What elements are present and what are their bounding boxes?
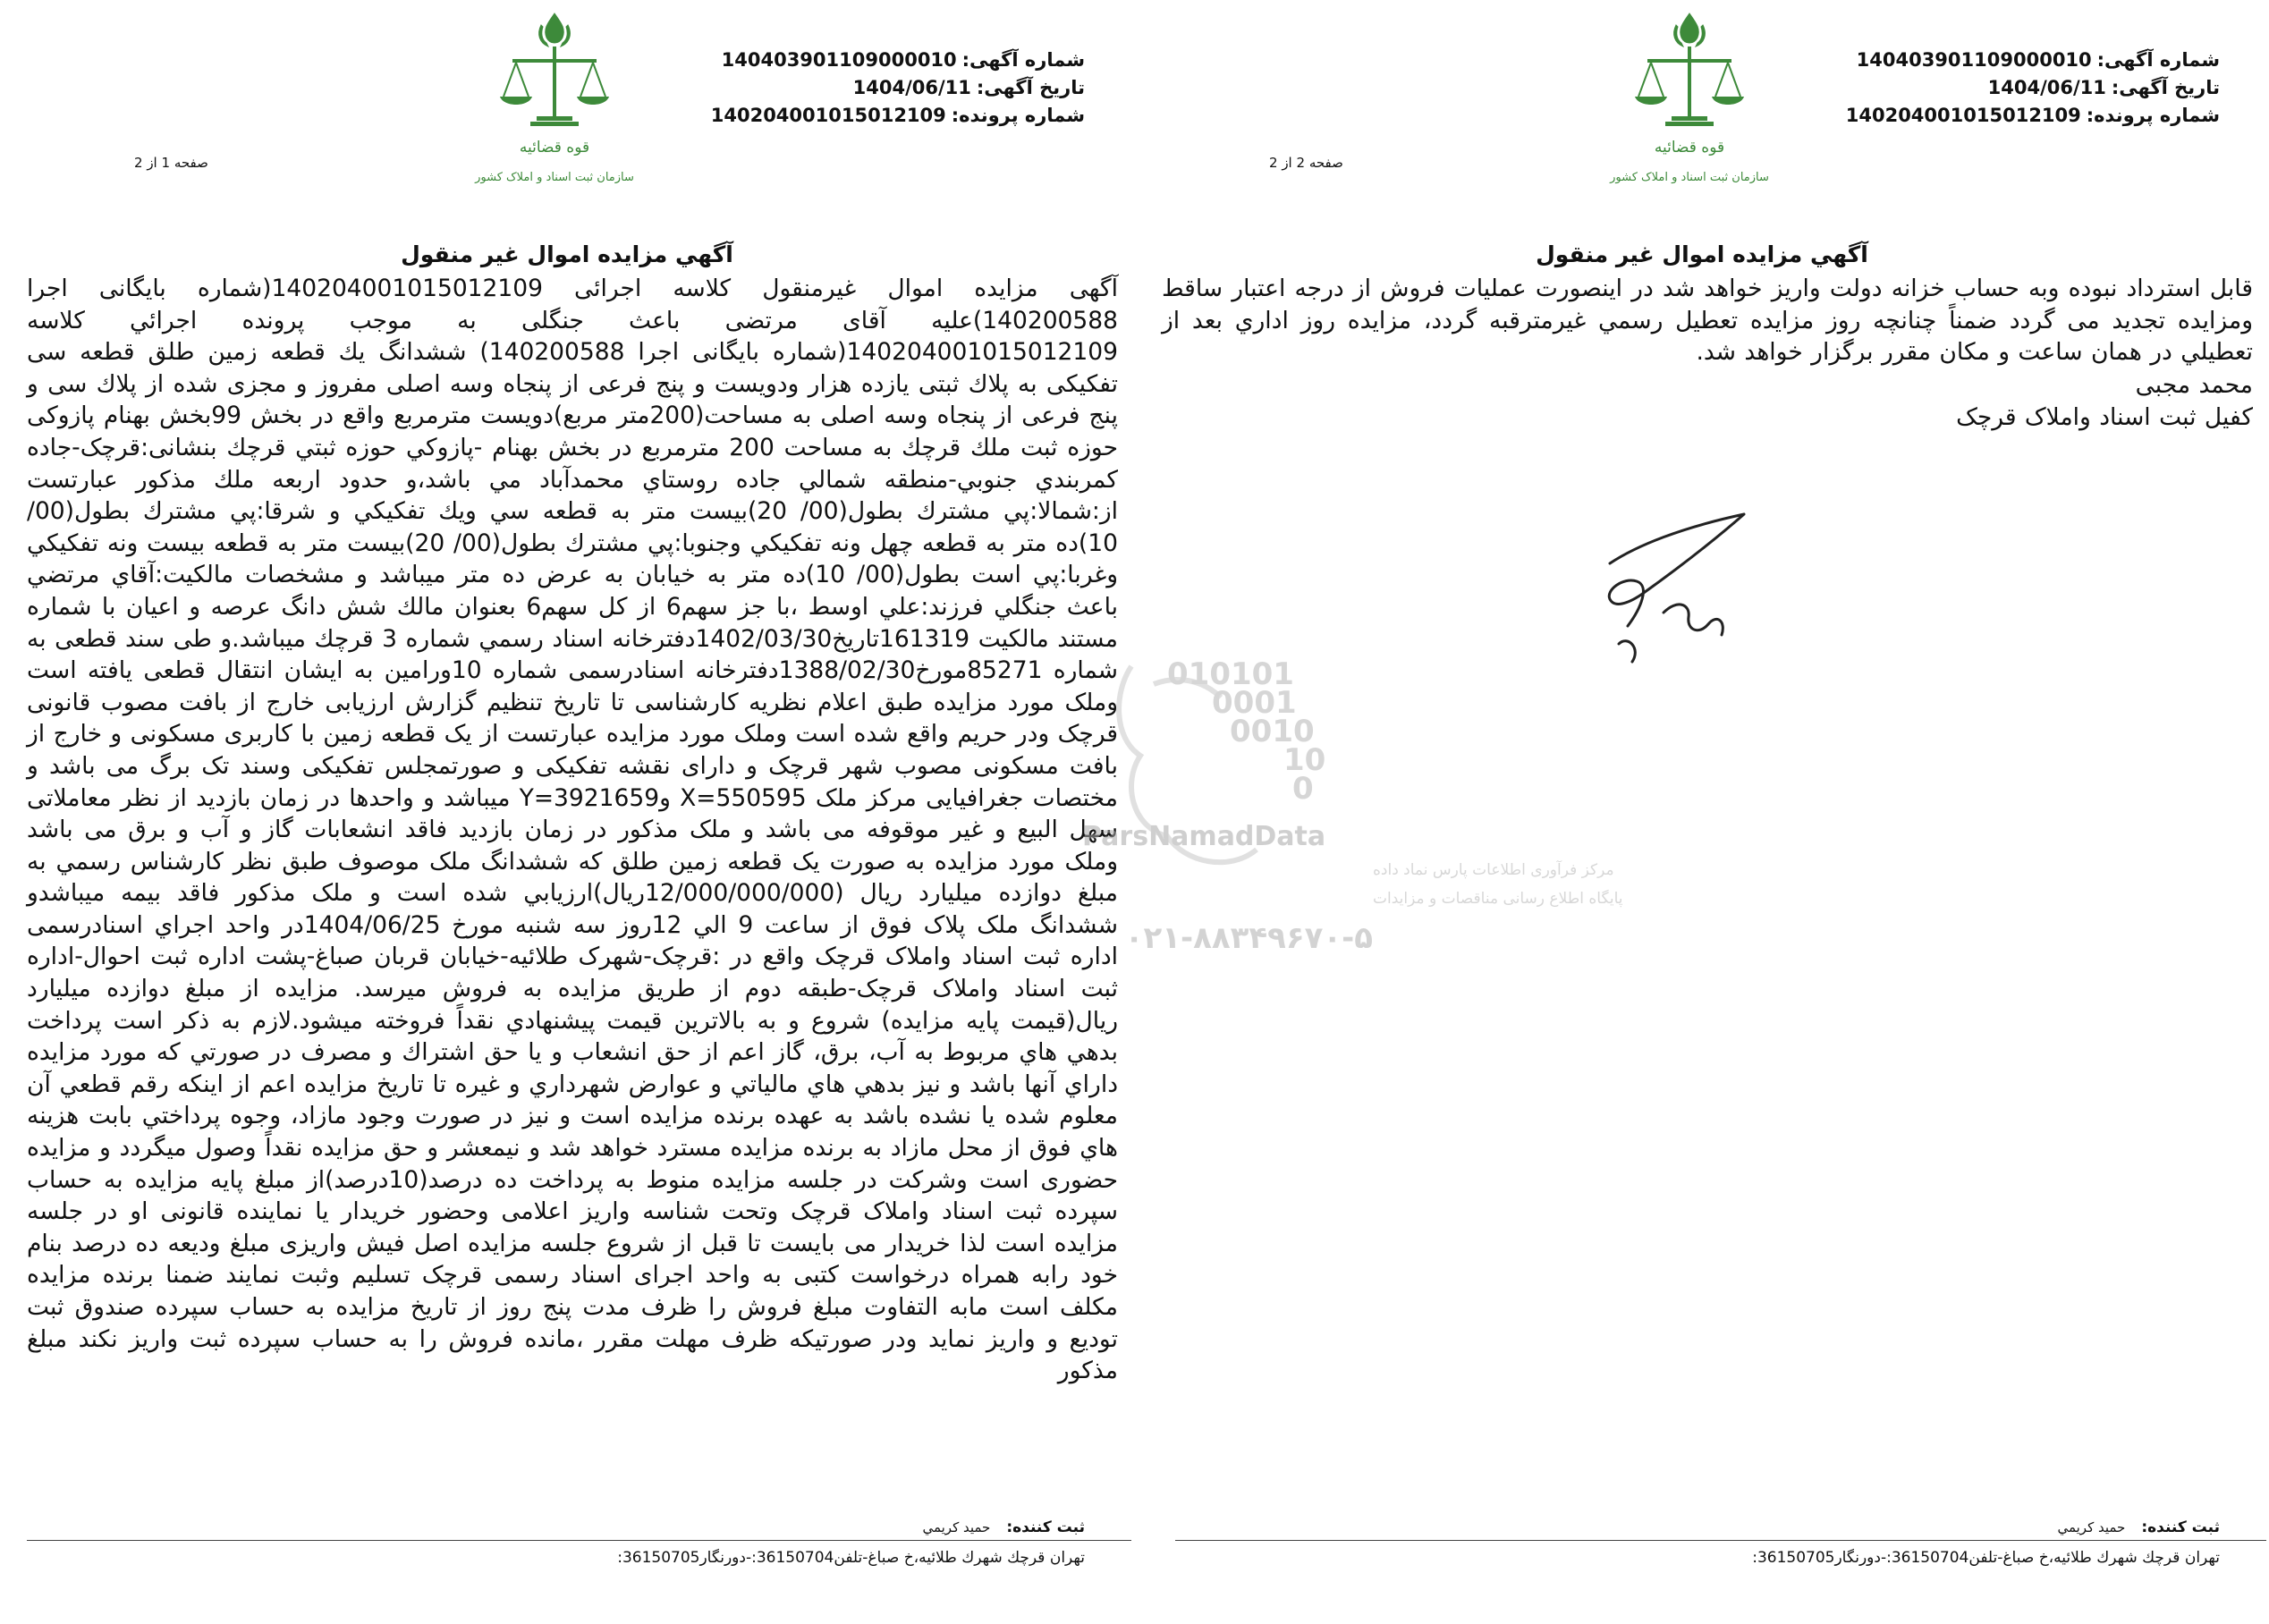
file-number: 140204001015012109 [1845,105,2081,126]
registrar [922,1518,1085,1536]
notice-date-row [711,74,1085,102]
watermark-logo [1078,656,1623,979]
watermark-binary-2: 0001 [1212,685,1297,721]
page-number: صفحه 1 از 2 [134,155,208,171]
emblem-branch-caption: قوه قضائیه [1654,139,1725,156]
notice-title: آگهي مزايده اموال غير منقول [1536,241,1868,267]
signer-name: محمد مجبی [2135,371,2253,399]
watermark-binary-5: 0 [1292,771,1314,807]
notice-number-row [1846,47,2220,74]
emblem-org-caption: سازمان ثبت اسناد و املاک کشور [1610,171,1769,184]
notice-date-label: تاریخ آگهی: [2111,77,2220,98]
notice-title: آگهي مزايده اموال غير منقول [401,241,733,267]
file-number: 140204001015012109 [710,105,946,126]
notice-number: 140403901109000010 [721,49,957,71]
signer-block [1162,369,2253,433]
file-number-row [711,102,1085,130]
notice-body: قابل استرداد نبوده وبه حساب خزانه دولت واریز خواهد شد در اینصورت عملیات فروش از درجه اعتبار ساقط ومزایده تجدید می گردد ضمناً چنانچه روز مزایده تعطیل رسمي غيرمترقبه گردد، مزايده روز اداري بعد از تعطيلي در همان ساعت و مكان مقرر برگزار خواهد شد. [1162,275,2253,367]
notice-number-label: شماره آگهی: [2096,49,2220,71]
notice-number-row [711,47,1085,74]
office-address: تهران قرچك شهرك طلائيه،خ صباغ-تلفن36150704:-دورنگار36150705: [1752,1549,2220,1567]
signer-title: کفیل ثبت اسناد واملاک قرچک [1956,402,2253,431]
file-number-label: شماره پرونده: [2086,105,2220,126]
file-number-row [1846,102,2220,130]
watermark-binary-3: 0010 [1230,714,1315,749]
emblem-org-caption: سازمان ثبت اسناد و املاک کشور [475,171,634,184]
registrar-name: حمید کریمي [922,1519,991,1535]
notice-date-row [1846,74,2220,102]
emblem-branch-caption: قوه قضائیه [519,139,590,156]
watermark-tagline-1: مرکز فرآوری اطلاعات پارس نماد داده [1373,861,1614,879]
notice-date: 1404/06/11 [852,77,971,98]
notice-body: آگهی مزایده اموال غیرمنقول کلاسه اجرائی 140204001015012109(شماره بایگانی اجرا 140200588)علیه آقای مرتضی باعث جنگلی به موجب پرونده اجرائي كلاسه 140204001015012109(شماره بايگانى اجرا 140200588) ششدانگ یك قطعه زمین طلق قطعه سی تفکیکی به پلاك ثبتی یازده هزار ودویست و پنج فرعی از پنجاه وسه اصلی مفروز و مجزی شده از پلاك سی و پنج فرعی از پنجاه وسه اصلی به مساحت(200متر مربع)دويست مترمربع واقع در بخش 99بخش بهنام پازوکی حوزه ثبت ملك قرچك به مساحت 200 مترمربع در بخش بهنام -پازوكي حوزه ثبتي قرچك بنشانی:قرچک-جاده كمربندي جنوبي-منطقه شمالي جاده روستاي محمدآباد مي باشد،و حدود اربعه ملك مذكور عبارتست از:شمالا:پي مشترك بطول(00/ 20)بيست متر به قطعه سي ويك تفكيكي و شرقا:پي مشترك بطول(00/ 10)ده متر به قطعه چهل ونه تفكيكي وجنوبا:پي مشترك بطول(00/ 20)بيست متر به قطعه بيست ونه تفكيكي وغربا:پي است بطول(00/ 10)ده متر به خيابان به عرض ده متر ميباشد و مشخصات مالكيت:آقاي مرتضي باعث جنگلي فرزند:علي اوسط ،با جز سهم6 از كل سهم6 بعنوان مالك شش دانگ عرصه و اعيان با شماره مستند مالكيت 161319تاريخ1402/03/30دفترخانه اسناد رسمي شماره 3 قرچك ميباشد.و طی سند قطعی به شماره 85271مورخ1388/02/30دفترخانه اسنادرسمی شماره 10ورامین به ایشان انتقال قطعی یافته است وملک مورد مزایده طبق اعلام نظریه کارشناسی تا تاریخ تنظیم گزارش ارزیابی خارج از بافت مصوب قانونی قرچک ودر حریم واقع شده است وملک مورد مزایده عبارتست از یک قطعه زمین با کاربری مسکونی و خارج از بافت مسکونی مصوب شهر قرچک و دارای نقشه تفکیکی و صورتمجلس تفکیکی وسند تک برگ می باشد و مختصات جغرافیایی مرکز ملک X=550595 وY=3921659 میباشد و واحدها در زمان بازدید از نظر معاملاتی سهل البیع و غیر موقوفه می باشد و ملک مذکور در زمان بازدید فاقد انشعابات گاز و آب و برق می باشد وملک مورد مزایده به صورت یک قطعه زمین طلق که ششدانگ ملک موصوف طبق نظر کارشناس رسمي به مبلغ دوازده ميليارد ريال (12/000/000/000ريال)ارزيابي شده است و ملک مذکور فاقد بیمه میباشدو ششدانگ ملک پلاک فوق از ساعت 9 الي 12روز سه شنبه مورخ 1404/06/25در واحد اجراي اسنادرسمی اداره ثبت اسناد واملاک قرچک واقع در :قرچک-شهرک طلائیه-خیابان قربان صباغ-پشت اداره ثبت احوال-اداره ثبت اسناد واملاک قرچک-طبقه دوم از طريق مزايده به فروش ميرسد. مزايده از مبلغ دوازده ميليارد ريال(قيمت پايه مزايده) شروع و به بالاترين قيمت پيشنهادي نقداً فروخته ميشود.لازم به ذكر است پرداخت بدهي هاي مربوط به آب، برق، گاز اعم از حق انشعاب و يا حق اشتراك و مصرف در صورتي كه مورد مزايده داراي آنها باشد و نيز بدهي هاي مالياتي و عوارض شهرداري و غيره تا تاريخ مزايده اعم از اينكه رقم قطعي آن معلوم شده يا نشده باشد به عهده برنده مزايده است و نيز در صورت وجود مازاد، وجوه پرداختي بابت هزينه هاي فوق از محل مازاد به برنده مزايده مسترد خواهد شد و نيمعشر و حق مزايده نقداً وصول ميگردد و مزایده حضوری است وشرکت در جلسه مزایده منوط به پرداخت ده درصد(10درصد)از مبلغ پایه مزایده به حساب سپرده ثبت اسناد واملاک قرچک وتحت شناسه واریز اعلامی وحضور خریدار یا نماینده قانونی او در جلسه مزایده است لذا خریدار می بایست تا قبل از شروع جلسه مزایده اصل فیش واریزی مبلغ ودیعه ده درصد بنام خود رابه همراه درخواست کتبی به واحد اجرای اسناد رسمی قرچک تسلیم وثبت نمایند ضمنا برنده مزایده مکلف است مابه التفاوت مبلغ فروش را ظرف مدت پنج روز از تاریخ مزایده به حساب سپرده صندوق ثبت تودیع و واریز نماید ودر صورتیکه ظرف مهلت مقرر ،مانده فروش را به حساب سپرده ثبت واریز نکند مبلغ مذکور [27,275,1119,1385]
watermark-phone: ۰۲۱-۸۸۳۴۹۶۷۰-۵ [1124,920,1373,956]
notice-date: 1404/06/11 [1987,77,2106,98]
page-number: صفحه 2 از 2 [1269,155,1343,171]
handwritten-signature [1574,510,1789,671]
footer-divider [27,1540,1131,1541]
judiciary-emblem-icon [1610,9,1769,201]
judiciary-emblem-icon [475,9,634,201]
file-number-label: شماره پرونده: [951,105,1085,126]
watermark-brand: ParsNamadData [1082,821,1326,852]
watermark-binary-1: 010101 [1167,656,1294,692]
registrar [2057,1518,2220,1536]
notice-page-1 [0,0,1134,1624]
registrar-name: حمید کریمي [2057,1519,2126,1535]
notice-number-label: شماره آگهی: [961,49,1085,71]
registrar-label: ثبت کننده: [1006,1518,1085,1536]
footer-divider [1175,1540,2266,1541]
registrar-label: ثبت کننده: [2141,1518,2220,1536]
office-address: تهران قرچك شهرك طلائيه،خ صباغ-تلفن36150704:-دورنگار36150705: [617,1549,1085,1567]
notice-meta [711,47,1085,130]
watermark-tagline-2: پایگاه اطلاع رسانی مناقصات و مزایدات [1373,890,1623,908]
watermark-binary-4: 10 [1283,742,1326,778]
notice-number: 140403901109000010 [1856,49,2092,71]
notice-date-label: تاریخ آگهی: [976,77,1085,98]
notice-meta [1846,47,2220,130]
